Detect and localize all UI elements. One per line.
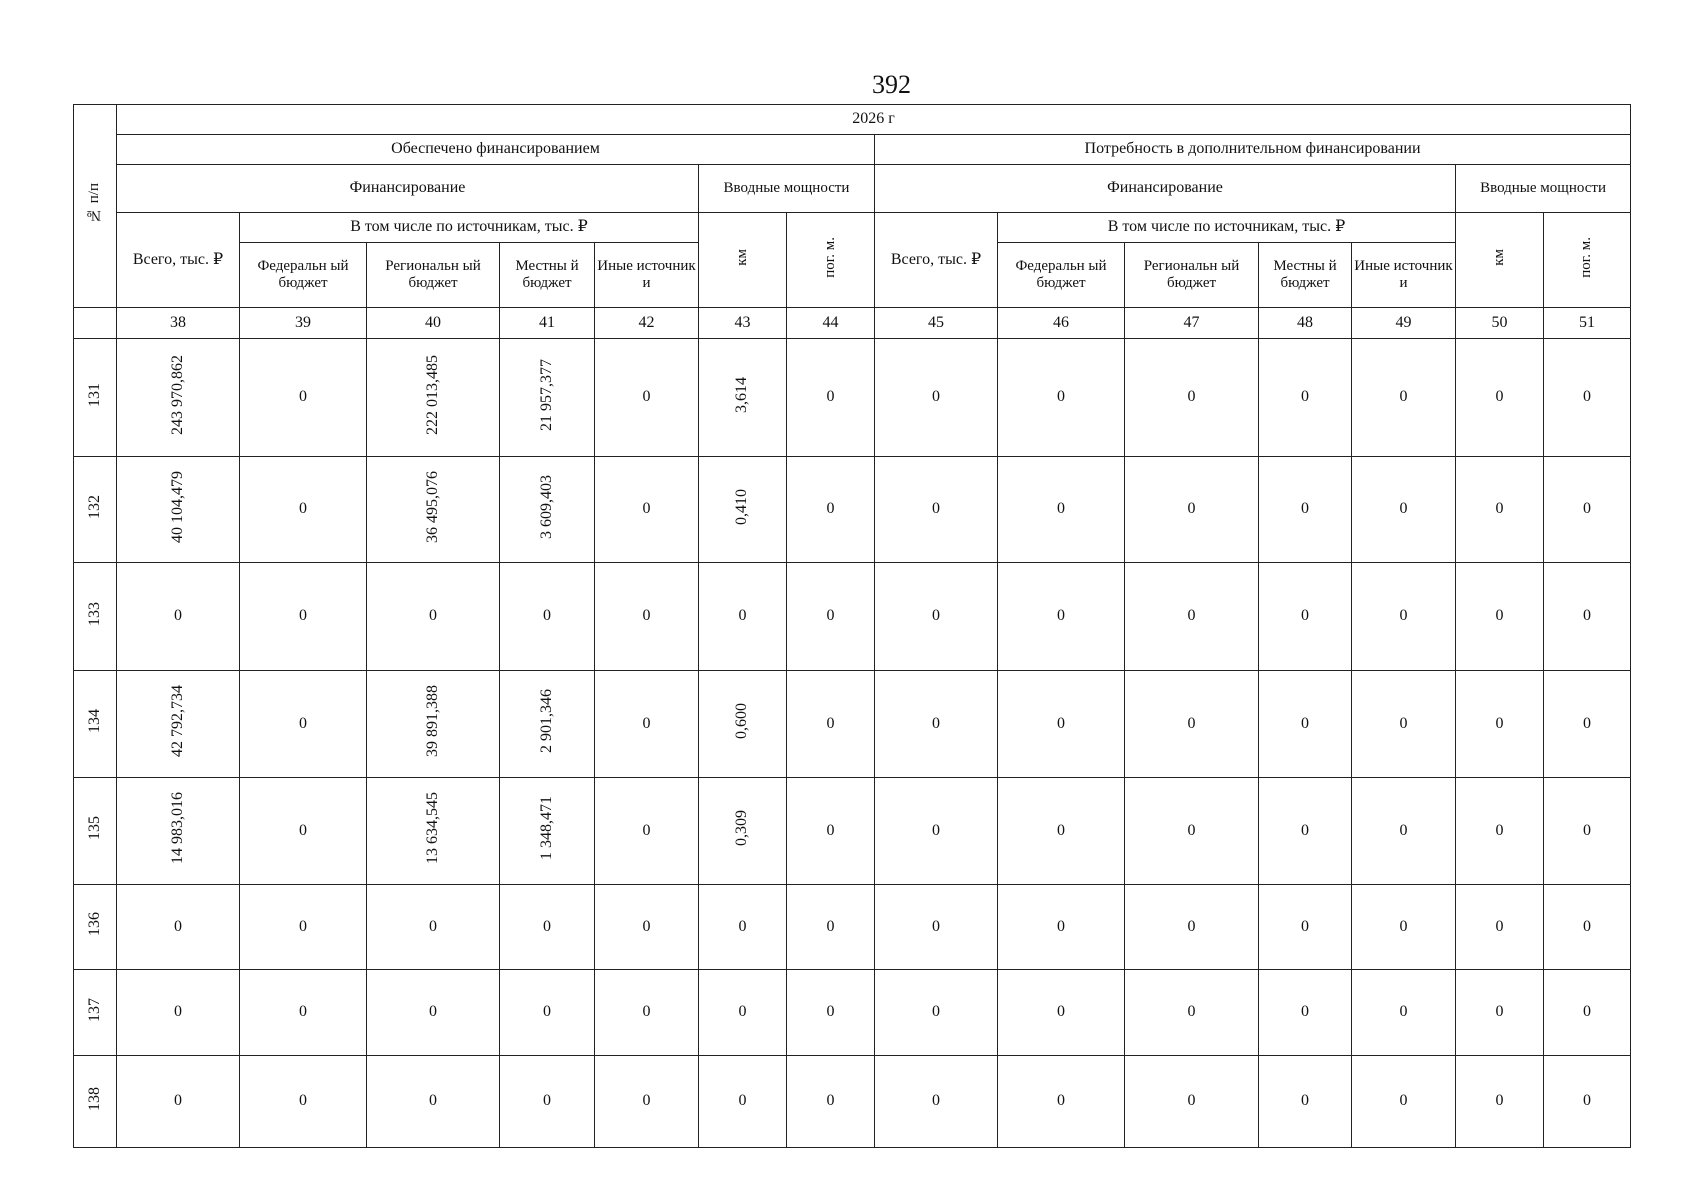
row-number: 134 (74, 671, 117, 778)
federal-header: Федеральн ый бюджет (240, 243, 367, 308)
table-cell: 0 (240, 778, 367, 885)
table-cell: 0 (595, 885, 699, 970)
pog-m-header: пог. м. (787, 213, 875, 308)
table-cell: 21 957,377 (500, 339, 595, 457)
table-cell: 0 (998, 970, 1125, 1056)
table-cell: 0 (998, 457, 1125, 563)
table-cell: 0 (1352, 563, 1456, 671)
table-cell: 0 (1352, 1056, 1456, 1148)
km-header-2: км (1456, 213, 1544, 308)
table-cell: 0,410 (699, 457, 787, 563)
table-cell: 0 (1259, 885, 1352, 970)
table-cell: 0 (699, 563, 787, 671)
table-cell: 0 (998, 563, 1125, 671)
table-cell: 0 (117, 885, 240, 970)
table-cell: 0 (699, 1056, 787, 1148)
table-cell: 0 (875, 457, 998, 563)
table-cell: 0 (1544, 457, 1631, 563)
table-cell: 3,614 (699, 339, 787, 457)
table-cell: 0 (1456, 778, 1544, 885)
row-number-header: № п/п (74, 105, 117, 308)
table-cell: 0 (1125, 1056, 1259, 1148)
table-cell: 0 (1456, 563, 1544, 671)
column-number: 45 (875, 308, 998, 339)
financing-header: Финансирование (117, 165, 699, 213)
table-cell: 0 (367, 563, 500, 671)
table-cell: 0 (787, 885, 875, 970)
other-header: Иные источник и (595, 243, 699, 308)
other-header-2: Иные источник и (1352, 243, 1456, 308)
column-numbers-row (74, 308, 1631, 339)
table-row (74, 778, 1631, 885)
table-cell: 0 (367, 885, 500, 970)
table-cell: 0 (1352, 457, 1456, 563)
header-row-groups (74, 135, 1631, 165)
table-cell: 0 (998, 339, 1125, 457)
column-number: 48 (1259, 308, 1352, 339)
table-cell: 0 (1125, 563, 1259, 671)
column-number: 38 (117, 308, 240, 339)
table-cell: 0 (1544, 778, 1631, 885)
financing-header-2: Финансирование (875, 165, 1456, 213)
table-cell: 0 (1352, 778, 1456, 885)
table-cell: 0 (1259, 778, 1352, 885)
table-cell: 39 891,388 (367, 671, 500, 778)
km-header: км (699, 213, 787, 308)
additional-financing-header: Потребность в дополнительном финансировании (875, 135, 1631, 165)
table-cell: 0 (117, 970, 240, 1056)
table-cell: 3 609,403 (500, 457, 595, 563)
table-row (74, 339, 1631, 457)
column-number: 44 (787, 308, 875, 339)
table-cell: 0 (1456, 671, 1544, 778)
table-cell: 0 (787, 563, 875, 671)
column-number: 51 (1544, 308, 1631, 339)
column-number: 40 (367, 308, 500, 339)
table-cell: 0 (875, 970, 998, 1056)
table-cell: 0 (1259, 970, 1352, 1056)
regional-header-2: Региональн ый бюджет (1125, 243, 1259, 308)
local-header-2: Местны й бюджет (1259, 243, 1352, 308)
table-cell: 42 792,734 (117, 671, 240, 778)
table-cell: 0 (1352, 339, 1456, 457)
table-cell: 0 (875, 339, 998, 457)
table-cell: 0 (500, 885, 595, 970)
row-number: 131 (74, 339, 117, 457)
local-header: Местны й бюджет (500, 243, 595, 308)
table-cell: 0 (1125, 885, 1259, 970)
table-cell: 0,309 (699, 778, 787, 885)
table-cell: 0 (1352, 885, 1456, 970)
table-cell: 0 (1125, 671, 1259, 778)
total-header: Всего, тыс. ₽ (117, 213, 240, 308)
by-sources-header-2: В том числе по источникам, тыс. ₽ (998, 213, 1456, 243)
table-cell: 0 (1544, 563, 1631, 671)
table-cell: 0 (1544, 671, 1631, 778)
table-cell: 0 (500, 563, 595, 671)
table-cell: 0 (1456, 457, 1544, 563)
table-cell: 0 (1544, 885, 1631, 970)
table-cell: 0 (875, 885, 998, 970)
table-cell: 0 (500, 970, 595, 1056)
regional-header: Региональн ый бюджет (367, 243, 500, 308)
total-header-2: Всего, тыс. ₽ (875, 213, 998, 308)
table-cell: 0 (1456, 339, 1544, 457)
table-cell: 0 (875, 671, 998, 778)
table-cell: 14 983,016 (117, 778, 240, 885)
row-number: 137 (74, 970, 117, 1056)
table-cell: 0 (1259, 563, 1352, 671)
table-row (74, 457, 1631, 563)
table-cell: 0 (240, 339, 367, 457)
row-number: 135 (74, 778, 117, 885)
table-cell: 0 (1125, 339, 1259, 457)
column-number: 39 (240, 308, 367, 339)
financing-table (73, 104, 1631, 1148)
table-cell: 0 (998, 671, 1125, 778)
table-cell: 0 (595, 970, 699, 1056)
table-cell: 0 (1125, 457, 1259, 563)
table-cell: 243 970,862 (117, 339, 240, 457)
pog-m-header-2: пог. м. (1544, 213, 1631, 308)
table-cell: 0 (595, 1056, 699, 1148)
table-cell: 0 (875, 1056, 998, 1148)
row-number: 133 (74, 563, 117, 671)
table-cell: 0 (787, 778, 875, 885)
table-cell: 0 (1259, 1056, 1352, 1148)
table-cell: 0 (1456, 885, 1544, 970)
table-cell: 1 348,471 (500, 778, 595, 885)
table-cell: 0 (595, 563, 699, 671)
table-cell: 40 104,479 (117, 457, 240, 563)
column-number: 49 (1352, 308, 1456, 339)
by-sources-header: В том числе по источникам, тыс. ₽ (240, 213, 699, 243)
column-number-blank (74, 308, 117, 339)
table-cell: 0 (1544, 339, 1631, 457)
table-cell: 0 (875, 778, 998, 885)
table-row (74, 563, 1631, 671)
header-row-sources (74, 213, 1631, 243)
table-row (74, 970, 1631, 1056)
table-cell: 0 (787, 457, 875, 563)
column-number: 43 (699, 308, 787, 339)
table-cell: 0 (998, 1056, 1125, 1148)
table-cell: 0 (240, 457, 367, 563)
table-cell: 0 (117, 1056, 240, 1148)
table-cell: 0 (595, 457, 699, 563)
table-cell: 0 (240, 1056, 367, 1148)
table-cell: 0 (875, 563, 998, 671)
row-number: 138 (74, 1056, 117, 1148)
table-cell: 0 (1259, 339, 1352, 457)
row-number: 132 (74, 457, 117, 563)
table-cell: 0 (1259, 671, 1352, 778)
table-row (74, 885, 1631, 970)
table-cell: 0 (595, 339, 699, 457)
table-cell: 0 (1125, 970, 1259, 1056)
table-cell: 222 013,485 (367, 339, 500, 457)
header-row-subgroups (74, 165, 1631, 213)
table-cell: 0 (240, 885, 367, 970)
table-cell: 0 (1259, 457, 1352, 563)
table-cell: 36 495,076 (367, 457, 500, 563)
table-cell: 0 (787, 339, 875, 457)
federal-header-2: Федеральн ый бюджет (998, 243, 1125, 308)
table-row (74, 1056, 1631, 1148)
table-cell: 0 (1352, 671, 1456, 778)
column-number: 47 (1125, 308, 1259, 339)
table-cell: 2 901,346 (500, 671, 595, 778)
table-cell: 0 (500, 1056, 595, 1148)
table-row (74, 671, 1631, 778)
table-cell: 0 (1456, 970, 1544, 1056)
year-header: 2026 г (117, 105, 1631, 135)
table-cell: 0 (787, 970, 875, 1056)
table-cell: 0 (1352, 970, 1456, 1056)
table-cell: 0 (1125, 778, 1259, 885)
table-cell: 13 634,545 (367, 778, 500, 885)
row-number: 136 (74, 885, 117, 970)
table-cell: 0 (367, 1056, 500, 1148)
secured-financing-header: Обеспечено финансированием (117, 135, 875, 165)
input-capacity-header: Вводные мощности (699, 165, 875, 213)
table-cell: 0 (998, 778, 1125, 885)
table-cell: 0 (595, 778, 699, 885)
table-cell: 0 (1544, 1056, 1631, 1148)
table-cell: 0 (998, 885, 1125, 970)
header-row-year (74, 105, 1631, 135)
table-cell: 0,600 (699, 671, 787, 778)
page-number: 392 (872, 70, 911, 99)
column-number: 42 (595, 308, 699, 339)
table-cell: 0 (240, 970, 367, 1056)
column-number: 41 (500, 308, 595, 339)
table-cell: 0 (1456, 1056, 1544, 1148)
table-cell: 0 (367, 970, 500, 1056)
column-number: 46 (998, 308, 1125, 339)
input-capacity-header-2: Вводные мощности (1456, 165, 1631, 213)
table-cell: 0 (699, 885, 787, 970)
table-cell: 0 (787, 671, 875, 778)
table-cell: 0 (787, 1056, 875, 1148)
table-cell: 0 (1544, 970, 1631, 1056)
table-cell: 0 (240, 563, 367, 671)
column-number: 50 (1456, 308, 1544, 339)
table-cell: 0 (699, 970, 787, 1056)
table-cell: 0 (240, 671, 367, 778)
table-cell: 0 (117, 563, 240, 671)
table-cell: 0 (595, 671, 699, 778)
